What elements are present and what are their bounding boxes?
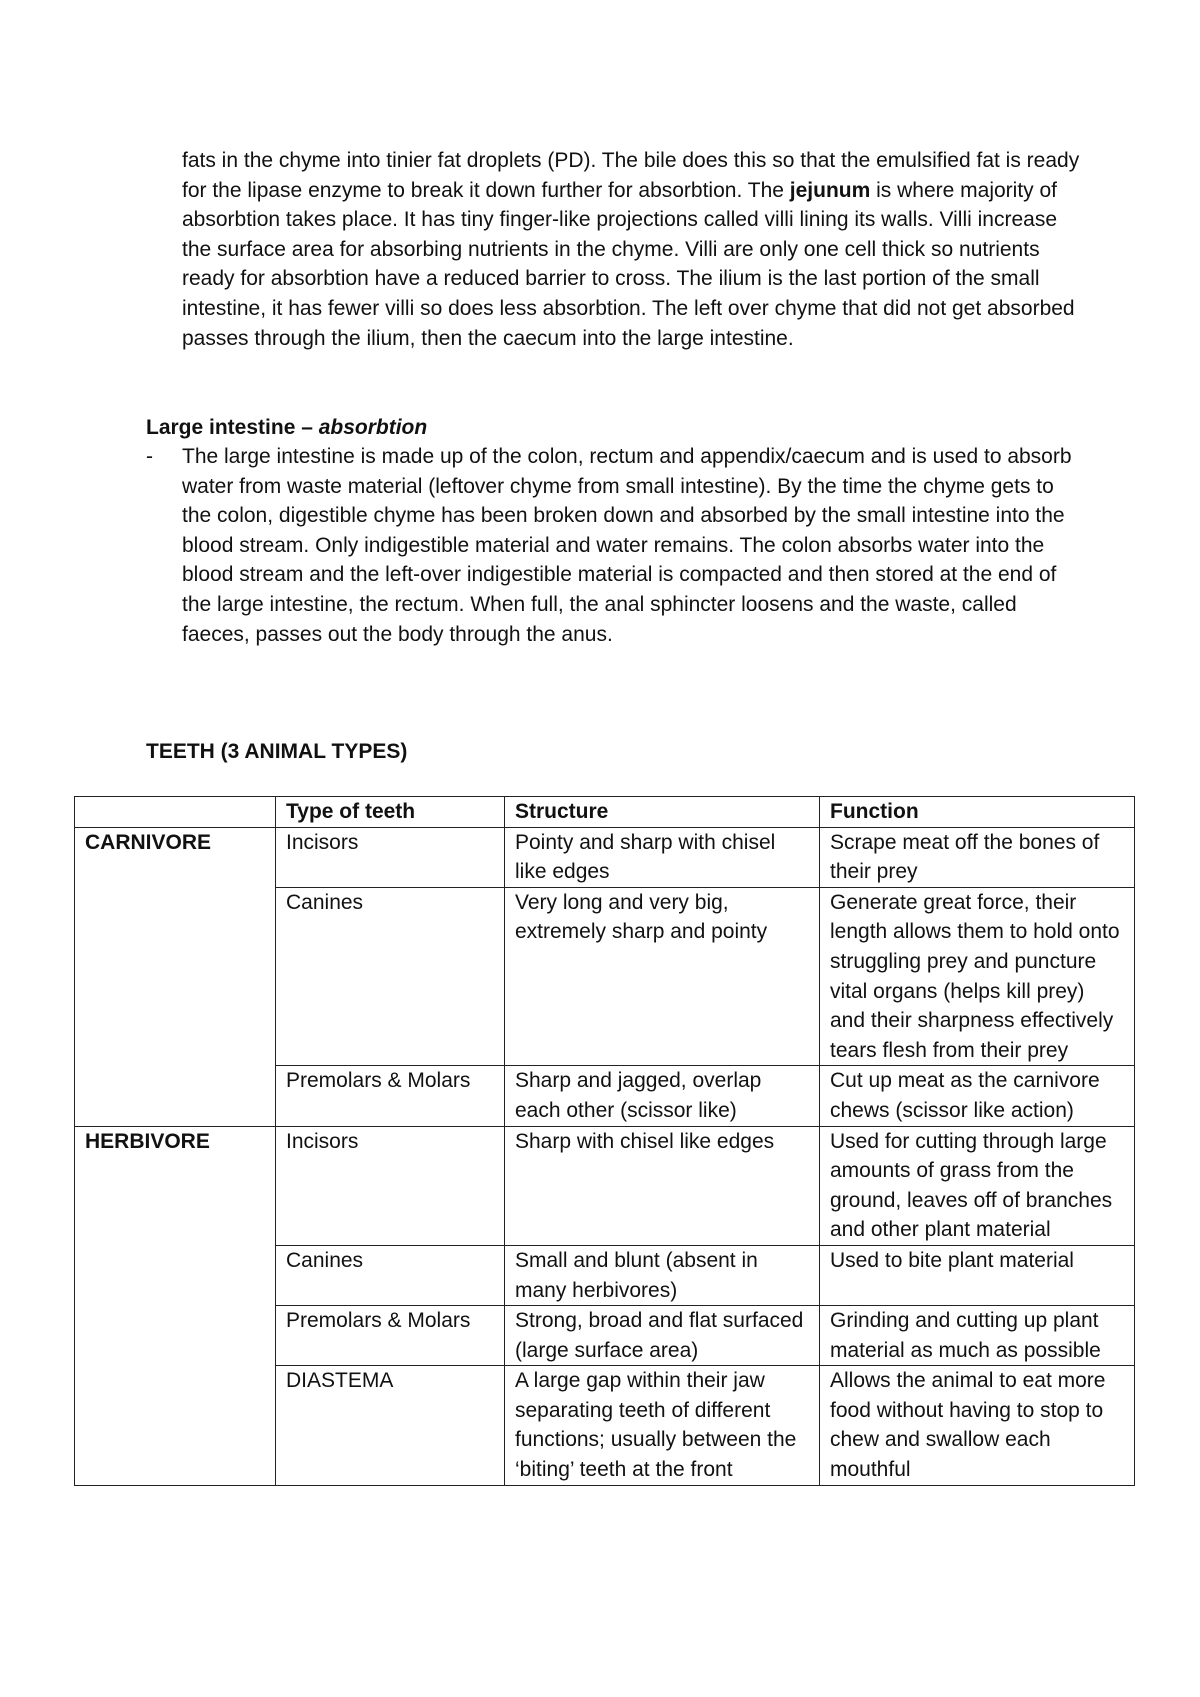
teeth-table (74, 796, 1135, 1486)
structure-cell: Very long and very big, extremely sharp and pointy (505, 887, 820, 1066)
function-cell: Scrape meat off the bones of their prey (820, 827, 1135, 887)
teeth-type-cell: Incisors (276, 827, 505, 887)
teeth-type-cell: Canines (276, 887, 505, 1066)
structure-cell: Small and blunt (absent in many herbivores) (505, 1245, 820, 1305)
table-row (75, 827, 1135, 887)
table-header-row (75, 797, 1135, 828)
teeth-type-cell: Incisors (276, 1126, 505, 1245)
function-cell: Used for cutting through large amounts of grass from the ground, leaves off of branches and other plant material (820, 1126, 1135, 1245)
table-row (75, 1126, 1135, 1245)
paragraph-bold-term: jejunum (789, 178, 871, 202)
animal-type-cell: HERBIVORE (75, 1126, 276, 1485)
small-intestine-paragraph (182, 146, 1082, 353)
structure-cell: Pointy and sharp with chisel like edges (505, 827, 820, 887)
structure-cell: A large gap within their jaw separating teeth of different functions; usually between the ‘biting’ teeth at the front (505, 1366, 820, 1485)
function-cell: Grinding and cutting up plant material as much as possible (820, 1306, 1135, 1366)
teeth-type-cell: DIASTEMA (276, 1366, 505, 1485)
paragraph-text: is where majority of absorbtion takes place. It has tiny finger-like projections called villi lining its walls. Villi increase the surface area for absorbing nutrients in the chyme. Villi are only one cell thick so nutrients ready for absorbtion have a reduced barrier to cross. The ilium is the last portion of the small intestine, it has fewer villi so does less absorbtion. The left over chyme that did not get absorbed passes through the ilium, then the caecum into the large intestine. (182, 178, 1075, 350)
large-intestine-heading (146, 413, 427, 443)
large-intestine-paragraph: The large intestine is made up of the colon, rectum and appendix/caecum and is used to absorb water from waste material (leftover chyme from small intestine). By the time the chyme gets to the colon, digestible chyme has been broken down and absorbed by the small intestine into the blood stream. Only indigestible material and water remains. The colon absorbs water into the blood stream and the left-over indigestible material is compacted and then stored at the end of the large intestine, the rectum. When full, the anal sphincter loosens and the waste, called faeces, passes out the body through the anus. (182, 445, 1072, 646)
heading-text: Large intestine – (146, 416, 319, 439)
table-header-cell: Function (820, 797, 1135, 828)
table-header-cell: Structure (505, 797, 820, 828)
structure-cell: Sharp with chisel like edges (505, 1126, 820, 1245)
teeth-type-cell: Canines (276, 1245, 505, 1305)
teeth-heading: TEETH (3 ANIMAL TYPES) (146, 740, 408, 763)
table-header-cell: Type of teeth (276, 797, 505, 828)
table-header-cell (75, 797, 276, 828)
paragraph-text: fats in the chyme into tinier fat droplets (PD). The bile does this so that the emulsified fat is ready for the lipase enzyme to break it down further for absorbtion. The (182, 149, 1080, 202)
teeth-type-cell: Premolars & Molars (276, 1306, 505, 1366)
animal-type-cell: CARNIVORE (75, 827, 276, 1126)
bullet-dash: - (146, 445, 153, 468)
structure-cell: Strong, broad and flat surfaced (large surface area) (505, 1306, 820, 1366)
function-cell: Allows the animal to eat more food without having to stop to chew and swallow each mouthful (820, 1366, 1135, 1485)
heading-italic-text: absorbtion (318, 416, 428, 439)
teeth-type-cell: Premolars & Molars (276, 1066, 505, 1126)
function-cell: Used to bite plant material (820, 1245, 1135, 1305)
structure-cell: Sharp and jagged, overlap each other (scissor like) (505, 1066, 820, 1126)
function-cell: Cut up meat as the carnivore chews (scissor like action) (820, 1066, 1135, 1126)
function-cell: Generate great force, their length allows them to hold onto struggling prey and puncture vital organs (helps kill prey) and their sharpness effectively tears flesh from their prey (820, 887, 1135, 1066)
